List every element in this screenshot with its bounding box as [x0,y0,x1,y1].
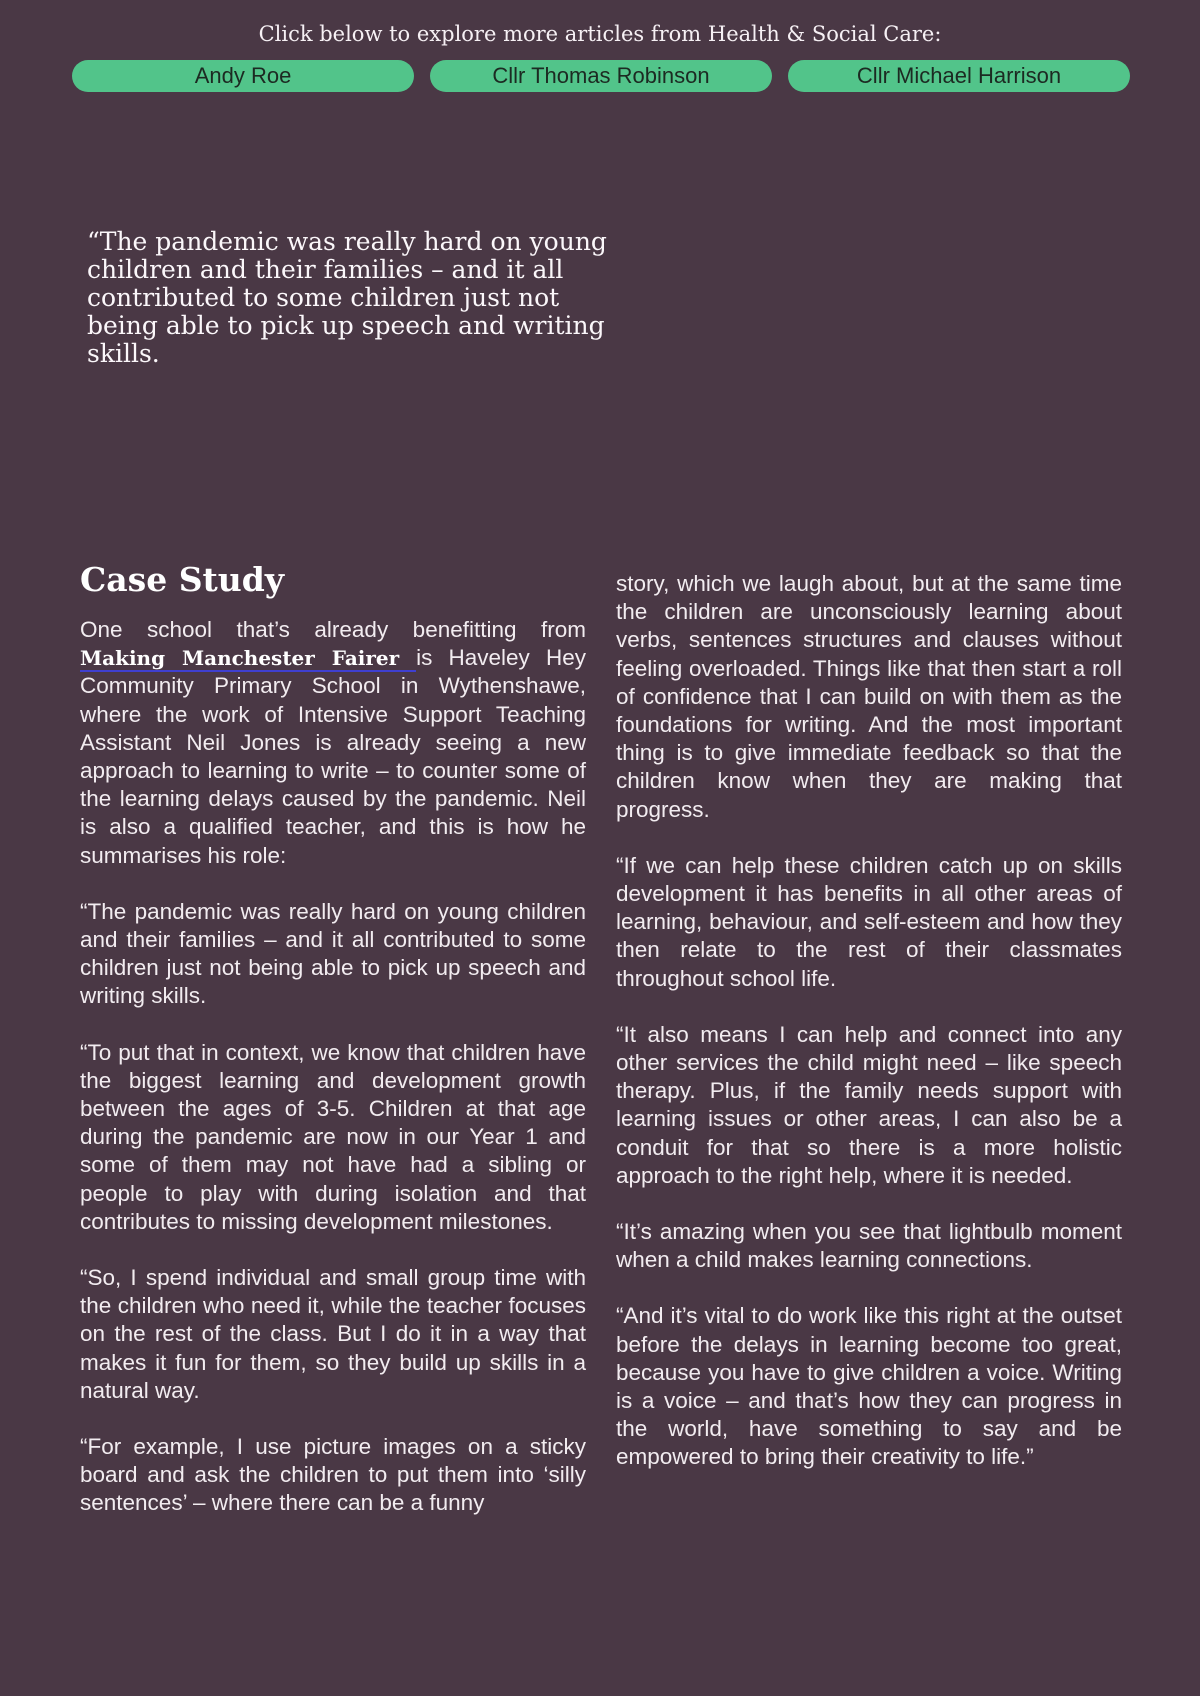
article-column-right [616,570,1122,1518]
related-articles-nav [72,60,1130,92]
body-paragraph: “For example, I use picture images on a sticky board and ask the children to put them into ‘silly sentences’ – where there can be a funny [80,1434,586,1516]
pull-quote: “The pandemic was really hard on young children and their families – and it all contributed to some children just not being able to pick up speech and writing skills. [87,227,607,368]
intro-text-before-link: One school that’s already benefitting from [80,617,586,642]
body-paragraph: “If we can help these children catch up on skills development it has benefits in all other areas of learning, behaviour, and self-esteem and how they then relate to the rest of their classmates throughout school life. [616,852,1122,991]
making-manchester-fairer-link[interactable]: Making Manchester Fairer [80,646,417,671]
article-button-andy-roe[interactable]: Andy Roe [72,60,414,92]
body-paragraph: story, which we laugh about, but at the same time the children are unconsciously learning about verbs, sentences structures and clauses without feeling overloaded. Things like that then start a roll of confidence that I can build on with them as the foundations for writing. And the most important thing is to give immediate feedback so that the children know when they are making that progress. [616,571,1122,822]
body-paragraph: “The pandemic was really hard on young children and their families – and it all contributed to some children just not being able to pick up speech and writing skills. [80,898,586,1009]
intro-text-after-link: is Haveley Hey Community Primary School in Wythenshawe, where the work of Intensive Support Teaching Assistant Neil Jones is already seeing a new approach to learning to write – to counter some of the learning delays caused by the pandemic. Neil is also a qualified teacher, and this is how he summarises his role: [80,645,586,868]
related-articles-intro: Click below to explore more articles from Health & Social Care: [258,22,942,46]
case-study-title: Case Study [80,560,285,599]
article-button-thomas-robinson[interactable]: Cllr Thomas Robinson [430,60,772,92]
article-body [80,560,1122,1518]
body-paragraph: “It’s amazing when you see that lightbulb moment when a child makes learning connections. [616,1219,1122,1273]
body-paragraph: “So, I spend individual and small group time with the children who need it, while the teacher focuses on the rest of the class. But I do it in a way that makes it fun for them, so they build up skills in a natural way. [80,1265,586,1403]
article-column-left [80,560,586,1518]
intro-paragraph [80,616,586,870]
body-paragraph: “It also means I can help and connect into any other services the child might need – like speech therapy. Plus, if the family needs support with learning issues or other areas, I can also be a conduit for that so there is a more holistic approach to the right help, where it is needed. [616,1021,1122,1188]
body-paragraph: “To put that in context, we know that children have the biggest learning and development growth between the ages of 3-5. Children at that age during the pandemic are now in our Year 1 and some of them may not have had a sibling or people to play with during isolation and that contributes to missing development milestones. [80,1039,586,1234]
body-paragraph: “And it’s vital to do work like this right at the outset before the delays in learning become too great, because you have to give children a voice. Writing is a voice – and that’s how they can progress in the world, have something to say and be empowered to bring their creativity to life.” [616,1303,1122,1470]
article-button-michael-harrison[interactable]: Cllr Michael Harrison [788,60,1130,92]
